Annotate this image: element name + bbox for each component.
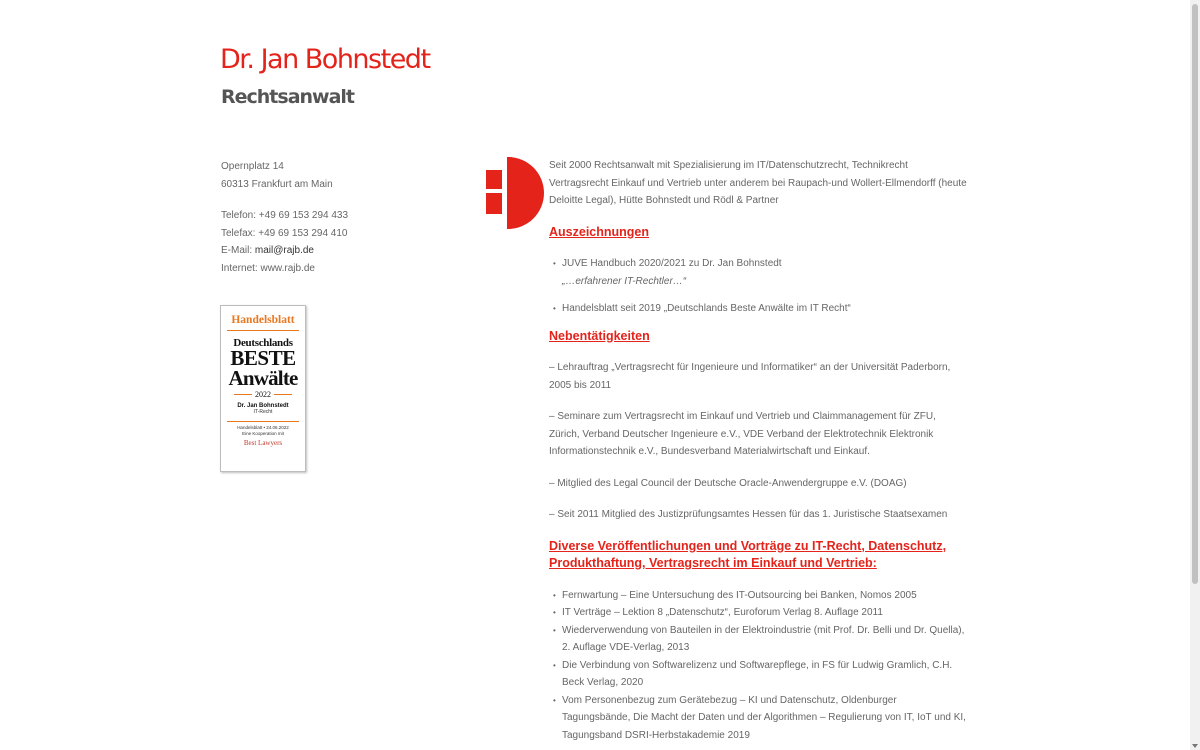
badge-line3: Anwälte	[228, 366, 298, 390]
badge-date: Handelsblatt • 24.06.2022	[237, 425, 289, 430]
badge-year: 2022	[255, 390, 271, 399]
page-title: Dr. Jan Bohnstedt	[220, 44, 430, 75]
badge-year-rule	[274, 394, 292, 395]
page-subtitle: Rechtsanwalt	[221, 86, 355, 108]
spacer	[221, 193, 461, 207]
badge-divider	[227, 421, 299, 422]
badge-area: IT-Recht	[253, 409, 273, 415]
section-title-side-activities[interactable]: Nebentätigkeiten	[549, 328, 650, 343]
email-link[interactable]: mail@rajb.de	[254, 245, 314, 256]
list-item: • Fernwartung – Eine Untersuchung des IT-Outsourcing bei Banken, Nomos 2005	[562, 587, 967, 605]
badge-partner: Best Lawyers	[243, 439, 283, 447]
badge-line1: Deutschlands	[233, 337, 293, 349]
badge-year-row	[221, 390, 305, 399]
address-street: Opernplatz 14	[221, 161, 284, 172]
list-item	[562, 300, 967, 318]
section-title-awards[interactable]: Auszeichnungen	[549, 224, 650, 239]
badge-line2: BESTE	[230, 346, 296, 370]
side-activity: – Mitglied des Legal Council der Deutsche Oracle-Anwendergruppe e.V. (DOAG)	[549, 477, 907, 489]
b-logo-icon	[486, 157, 544, 229]
badge-cooperation: Eine Kooperation mit	[242, 431, 284, 436]
scroll-down-icon[interactable]	[1192, 744, 1198, 748]
address-city: 60313 Frankfurt am Main	[221, 178, 333, 190]
badge-year-rule	[234, 394, 252, 395]
intro-text: Seit 2000 Rechtsanwalt mit Spezialisierung im IT/Datenschutzrecht, Technikrecht Vertragsrecht Einkauf und Vertrieb unter anderem bei Raupach-und Wollert-Ellmendorff (heute Deloitte Legal), Hütte Bohnstedt und Rödl & Partner	[549, 160, 967, 206]
side-activity: – Seminare zum Vertragsrecht im Einkauf und Vertrieb und Claimmanagement für ZFU, Zürich, Verband Deutscher Ingenieure e.V., VDE Verband der Elektrotechnik Elektronik Informationstechnik e.V., Bundesverband Materialwirtschaft und Einkauf.	[549, 411, 936, 457]
email-label: E-Mail:	[221, 245, 255, 256]
awards-list	[549, 255, 967, 318]
list-item	[562, 255, 967, 290]
email-line	[221, 242, 461, 260]
fax-number: Telefax: +49 69 153 294 410	[221, 227, 348, 239]
badge-divider	[227, 330, 299, 331]
section-title-publications[interactable]: Diverse Veröffentlichungen und Vorträge zu IT-Recht, Datenschutz, Produkthaftung, Vertragsrecht im Einkauf und Vertrieb:	[549, 538, 947, 570]
award-text: Handelsblatt seit 2019 „Deutschlands Beste Anwälte im IT Recht“	[562, 303, 851, 314]
publications-list	[549, 587, 967, 745]
list-item: • IT Verträge – Lektion 8 „Datenschutz“, Euroforum Verlag 8. Auflage 2011	[562, 604, 967, 622]
list-item: • Wiederverwendung von Bauteilen in der Elektroindustrie (mit Prof. Dr. Belli und Dr. Quella), 2. Auflage VDE-Verlag, 2013	[562, 622, 967, 657]
badge-person: Dr. Jan Bohnstedt	[237, 403, 289, 409]
list-item: • Die Verbindung von Softwarelizenz und Softwarepflege, in FS für Ludwig Gramlich, C.H. Beck Verlag, 2020	[562, 657, 967, 692]
internet-line: Internet: www.rajb.de	[221, 262, 315, 274]
phone-number: Telefon: +49 69 153 294 433	[221, 210, 349, 221]
badge-publisher: Handelsblatt	[231, 314, 295, 326]
award-quote: „…erfahrener IT-Rechtler…“	[562, 275, 687, 287]
list-item: • Vom Personenbezug zum Gerätebezug – KI und Datenschutz, Oldenburger Tagungsbände, Die Macht der Daten und der Algorithmen – Regulierung von IT, IoT und KI, Tagungsband DSRI-Herbstakademie 2019	[562, 692, 967, 745]
scrollbar[interactable]	[1190, 0, 1200, 750]
side-activity: – Seit 2011 Mitglied des Justizprüfungsamtes Hessen für das 1. Juristische Staatsexamen	[549, 509, 948, 520]
main-content	[549, 157, 967, 744]
award-badge	[220, 305, 306, 472]
side-activity: – Lehrauftrag „Vertragsrecht für Ingenieure und Informatiker“ an der Universität Paderborn, 2005 bis 2011	[549, 362, 951, 391]
scrollbar-thumb[interactable]	[1192, 4, 1198, 584]
contact-block	[221, 158, 461, 277]
award-text: JUVE Handbuch 2020/2021 zu Dr. Jan Bohnstedt	[562, 258, 782, 269]
